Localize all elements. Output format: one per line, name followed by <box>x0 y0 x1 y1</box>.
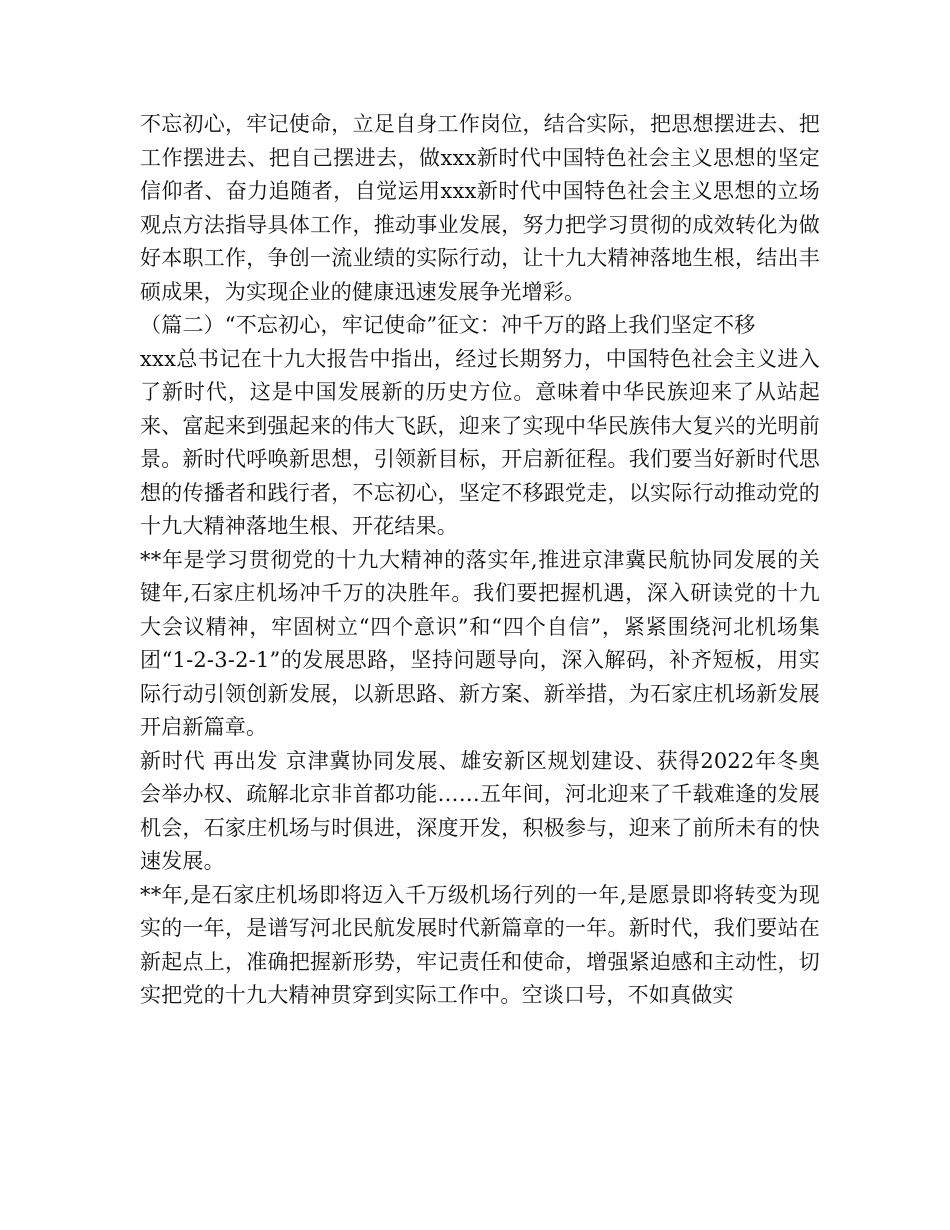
paragraph-restart: 新时代 再出发 京津冀协同发展、雄安新区规划建设、获得2022年冬奥会举办权、疏解北京非首都功能……五年间，河北迎来了千载难逢的发展机会，石家庄机场与时俱进，深度开发，积极参与，迎来了前所未有的快速发展。 <box>140 748 820 873</box>
paragraph-key-year: **年是学习贯彻党的十九大精神的落实年,推进京津冀民航协同发展的关键年,石家庄机场冲千万的决胜年。我们要把握机遇，深入研读党的十九大会议精神，牢固树立“四个意识”和“四个自信”，紧紧围绕河北机场集团“1-2-3-2-1”的发展思路，坚持问题导向，深入解码，补齐短板，用实际行动引领创新发展，以新思路、新方案、新举措，为石家庄机场新发展开启新篇章。 <box>140 547 820 739</box>
document-body <box>140 108 820 1013</box>
section-heading-part-two: （篇二）“不忘初心，牢记使命”征文：冲千万的路上我们坚定不移 <box>140 313 756 337</box>
paragraph-ten-million-airport: **年,是石家庄机场即将迈入千万级机场行列的一年,是愿景即将转变为现实的一年，是谱写河北民航发展时代新篇章的一年。新时代，我们要站在新起点上，准确把握新形势，牢记责任和使命，增强紧迫感和主动性，切实把党的十九大精神贯穿到实际工作中。空谈口号，不如真做实 <box>140 882 820 1007</box>
paragraph-new-era: xxx总书记在十九大报告中指出，经过长期努力，中国特色社会主义进入了新时代，这是中国发展新的历史方位。意味着中华民族迎来了从站起来、富起来到强起来的伟大飞跃，迎来了实现中华民族伟大复兴的光明前景。新时代呼唤新思想，引领新目标，开启新征程。我们要当好新时代思想的传播者和践行者，不忘初心，坚定不移跟党走，以实际行动推动党的十九大精神落地生根、开花结果。 <box>140 346 820 538</box>
paragraph-closing-mission: 不忘初心，牢记使命，立足自身工作岗位，结合实际，把思想摆进去、把工作摆进去、把自己摆进去，做xxx新时代中国特色社会主义思想的坚定信仰者、奋力追随者，自觉运用xxx新时代中国特色社会主义思想的立场观点方法指导具体工作，推动事业发展，努力把学习贯彻的成效转化为做好本职工作，争创一流业绩的实际行动，让十九大精神落地生根，结出丰硕成果，为实现企业的健康迅速发展争光增彩。 <box>140 112 820 304</box>
